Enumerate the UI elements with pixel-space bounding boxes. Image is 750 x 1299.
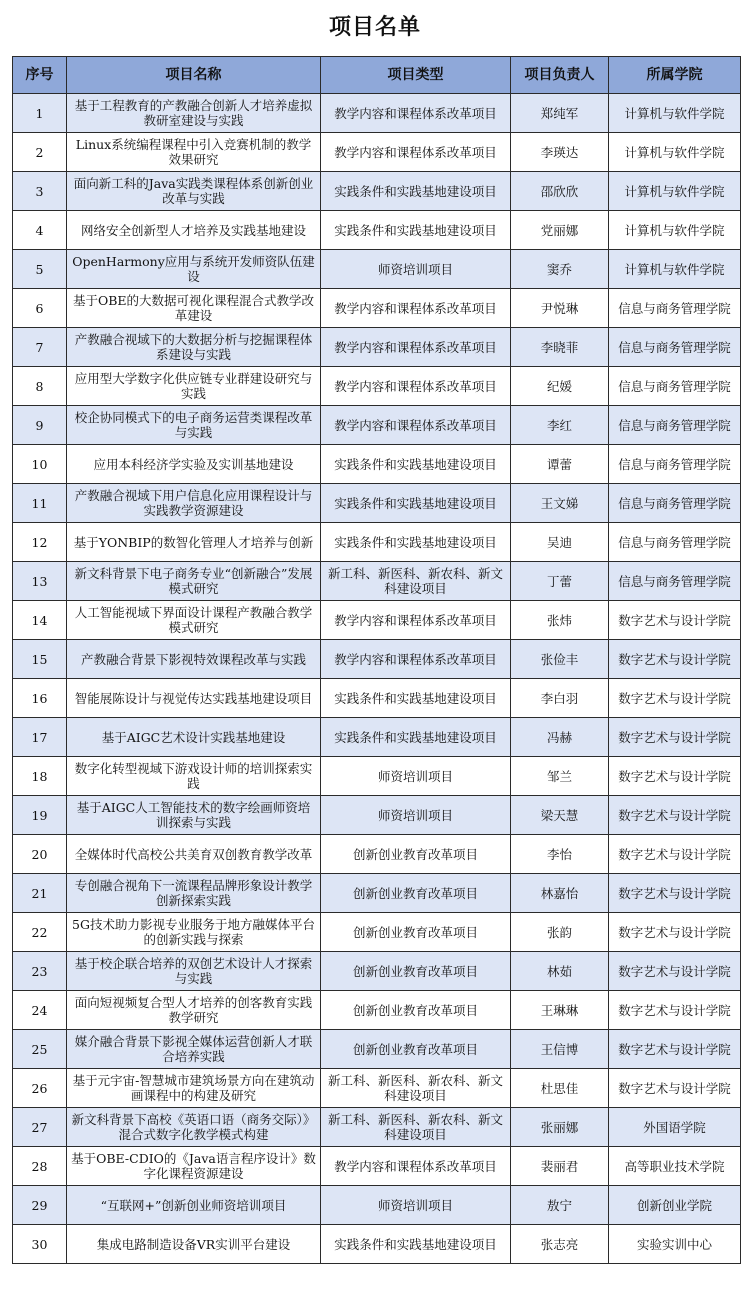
cell-no: 3 bbox=[13, 172, 67, 211]
cell-no: 9 bbox=[13, 406, 67, 445]
table-row bbox=[13, 1186, 741, 1225]
cell-project-type: 创新创业教育改革项目 bbox=[321, 991, 511, 1030]
cell-college: 高等职业技术学院 bbox=[609, 1147, 741, 1186]
cell-project-lead: 杜思佳 bbox=[511, 1069, 609, 1108]
cell-project-type: 实践条件和实践基地建设项目 bbox=[321, 1225, 511, 1264]
table-row bbox=[13, 484, 741, 523]
cell-project-name: 基于AIGC艺术设计实践基地建设 bbox=[67, 718, 321, 757]
cell-no: 15 bbox=[13, 640, 67, 679]
cell-project-type: 教学内容和课程体系改革项目 bbox=[321, 94, 511, 133]
table-row bbox=[13, 211, 741, 250]
cell-college: 实验实训中心 bbox=[609, 1225, 741, 1264]
cell-project-name: Linux系统编程课程中引入竞赛机制的教学效果研究 bbox=[67, 133, 321, 172]
table-row bbox=[13, 757, 741, 796]
cell-project-type: 教学内容和课程体系改革项目 bbox=[321, 367, 511, 406]
cell-project-name: 基于工程教育的产教融合创新人才培养虚拟教研室建设与实践 bbox=[67, 94, 321, 133]
cell-college: 信息与商务管理学院 bbox=[609, 328, 741, 367]
table-row bbox=[13, 640, 741, 679]
table-row bbox=[13, 289, 741, 328]
cell-project-type: 创新创业教育改革项目 bbox=[321, 1030, 511, 1069]
cell-project-type: 新工科、新医科、新农科、新文科建设项目 bbox=[321, 1069, 511, 1108]
cell-no: 29 bbox=[13, 1186, 67, 1225]
cell-project-lead: 窦乔 bbox=[511, 250, 609, 289]
cell-project-name: 基于OBE-CDIO的《Java语言程序设计》数字化课程资源建设 bbox=[67, 1147, 321, 1186]
cell-project-lead: 冯赫 bbox=[511, 718, 609, 757]
header-lead: 项目负责人 bbox=[511, 57, 609, 94]
cell-project-type: 师资培训项目 bbox=[321, 1186, 511, 1225]
cell-project-type: 师资培训项目 bbox=[321, 250, 511, 289]
cell-project-type: 实践条件和实践基地建设项目 bbox=[321, 679, 511, 718]
cell-project-name: 媒介融合背景下影视全媒体运营创新人才联合培养实践 bbox=[67, 1030, 321, 1069]
cell-project-name: 基于OBE的大数据可视化课程混合式教学改革建设 bbox=[67, 289, 321, 328]
cell-project-type: 实践条件和实践基地建设项目 bbox=[321, 523, 511, 562]
cell-college: 数字艺术与设计学院 bbox=[609, 757, 741, 796]
cell-college: 数字艺术与设计学院 bbox=[609, 952, 741, 991]
table-row bbox=[13, 1030, 741, 1069]
cell-project-lead: 邵欣欣 bbox=[511, 172, 609, 211]
cell-college: 数字艺术与设计学院 bbox=[609, 991, 741, 1030]
cell-college: 数字艺术与设计学院 bbox=[609, 913, 741, 952]
cell-project-type: 创新创业教育改革项目 bbox=[321, 952, 511, 991]
cell-college: 数字艺术与设计学院 bbox=[609, 796, 741, 835]
cell-project-type: 实践条件和实践基地建设项目 bbox=[321, 484, 511, 523]
cell-project-type: 新工科、新医科、新农科、新文科建设项目 bbox=[321, 562, 511, 601]
table-row bbox=[13, 718, 741, 757]
cell-college: 信息与商务管理学院 bbox=[609, 562, 741, 601]
table-body bbox=[13, 94, 741, 1264]
cell-project-lead: 李红 bbox=[511, 406, 609, 445]
cell-no: 19 bbox=[13, 796, 67, 835]
cell-project-lead: 纪媛 bbox=[511, 367, 609, 406]
cell-no: 16 bbox=[13, 679, 67, 718]
cell-project-type: 创新创业教育改革项目 bbox=[321, 835, 511, 874]
cell-college: 信息与商务管理学院 bbox=[609, 523, 741, 562]
table-row bbox=[13, 133, 741, 172]
cell-project-lead: 郑纯军 bbox=[511, 94, 609, 133]
cell-project-name: 基于校企联合培养的双创艺术设计人才探索与实践 bbox=[67, 952, 321, 991]
cell-project-name: 面向新工科的Java实践类课程体系创新创业改革与实践 bbox=[67, 172, 321, 211]
table-row bbox=[13, 913, 741, 952]
cell-no: 14 bbox=[13, 601, 67, 640]
cell-no: 8 bbox=[13, 367, 67, 406]
cell-college: 计算机与软件学院 bbox=[609, 211, 741, 250]
cell-project-lead: 吴迪 bbox=[511, 523, 609, 562]
page-title: 项目名单 bbox=[328, 15, 421, 40]
cell-no: 20 bbox=[13, 835, 67, 874]
cell-college: 信息与商务管理学院 bbox=[609, 367, 741, 406]
cell-project-lead: 谭蕾 bbox=[511, 445, 609, 484]
cell-project-lead: 李白羽 bbox=[511, 679, 609, 718]
cell-project-lead: 张炜 bbox=[511, 601, 609, 640]
cell-project-name: 智能展陈设计与视觉传达实践基地建设项目 bbox=[67, 679, 321, 718]
cell-college: 数字艺术与设计学院 bbox=[609, 601, 741, 640]
cell-no: 26 bbox=[13, 1069, 67, 1108]
cell-college: 信息与商务管理学院 bbox=[609, 445, 741, 484]
cell-college: 计算机与软件学院 bbox=[609, 133, 741, 172]
cell-project-lead: 丁蕾 bbox=[511, 562, 609, 601]
cell-college: 外国语学院 bbox=[609, 1108, 741, 1147]
cell-project-lead: 王琳琳 bbox=[511, 991, 609, 1030]
cell-no: 7 bbox=[13, 328, 67, 367]
table-row bbox=[13, 874, 741, 913]
table-row bbox=[13, 835, 741, 874]
cell-college: 创新创业学院 bbox=[609, 1186, 741, 1225]
cell-project-name: 网络安全创新型人才培养及实践基地建设 bbox=[67, 211, 321, 250]
cell-no: 24 bbox=[13, 991, 67, 1030]
cell-no: 27 bbox=[13, 1108, 67, 1147]
header-type: 项目类型 bbox=[321, 57, 511, 94]
project-table bbox=[12, 56, 741, 1264]
cell-college: 计算机与软件学院 bbox=[609, 94, 741, 133]
cell-project-lead: 李晓菲 bbox=[511, 328, 609, 367]
cell-college: 数字艺术与设计学院 bbox=[609, 679, 741, 718]
cell-project-lead: 李瑛达 bbox=[511, 133, 609, 172]
cell-project-name: 全媒体时代高校公共美育双创教育教学改革 bbox=[67, 835, 321, 874]
cell-college: 数字艺术与设计学院 bbox=[609, 640, 741, 679]
table-row bbox=[13, 601, 741, 640]
cell-no: 11 bbox=[13, 484, 67, 523]
table-row bbox=[13, 991, 741, 1030]
cell-college: 数字艺术与设计学院 bbox=[609, 835, 741, 874]
table-row bbox=[13, 94, 741, 133]
cell-project-name: 基于YONBIP的数智化管理人才培养与创新 bbox=[67, 523, 321, 562]
cell-project-lead: 张俭丰 bbox=[511, 640, 609, 679]
table-row bbox=[13, 445, 741, 484]
cell-project-lead: 邹兰 bbox=[511, 757, 609, 796]
cell-project-name: 5G技术助力影视专业服务于地方融媒体平台的创新实践与探索 bbox=[67, 913, 321, 952]
cell-project-name: “互联网+”创新创业师资培训项目 bbox=[67, 1186, 321, 1225]
table-row bbox=[13, 1069, 741, 1108]
cell-project-name: 产教融合视域下用户信息化应用课程设计与实践教学资源建设 bbox=[67, 484, 321, 523]
header-college: 所属学院 bbox=[609, 57, 741, 94]
cell-project-name: 校企协同模式下的电子商务运营类课程改革与实践 bbox=[67, 406, 321, 445]
table-row bbox=[13, 1147, 741, 1186]
cell-no: 18 bbox=[13, 757, 67, 796]
cell-project-lead: 张丽娜 bbox=[511, 1108, 609, 1147]
cell-project-name: 数字化转型视域下游戏设计师的培训探索实践 bbox=[67, 757, 321, 796]
table-row bbox=[13, 679, 741, 718]
table-row bbox=[13, 367, 741, 406]
cell-project-name: 面向短视频复合型人才培养的创客教育实践教学研究 bbox=[67, 991, 321, 1030]
cell-project-lead: 张韵 bbox=[511, 913, 609, 952]
cell-no: 23 bbox=[13, 952, 67, 991]
cell-no: 4 bbox=[13, 211, 67, 250]
cell-no: 6 bbox=[13, 289, 67, 328]
table-row bbox=[13, 1108, 741, 1147]
cell-project-lead: 梁天慧 bbox=[511, 796, 609, 835]
cell-college: 数字艺术与设计学院 bbox=[609, 1030, 741, 1069]
cell-project-name: 基于元宇宙-智慧城市建筑场景方向在建筑动画课程中的构建及研究 bbox=[67, 1069, 321, 1108]
cell-project-lead: 党丽娜 bbox=[511, 211, 609, 250]
cell-project-name: OpenHarmony应用与系统开发师资队伍建设 bbox=[67, 250, 321, 289]
cell-project-lead: 王文娣 bbox=[511, 484, 609, 523]
cell-college: 数字艺术与设计学院 bbox=[609, 874, 741, 913]
cell-project-type: 教学内容和课程体系改革项目 bbox=[321, 601, 511, 640]
cell-project-type: 教学内容和课程体系改革项目 bbox=[321, 406, 511, 445]
cell-no: 13 bbox=[13, 562, 67, 601]
cell-no: 30 bbox=[13, 1225, 67, 1264]
cell-no: 21 bbox=[13, 874, 67, 913]
cell-project-lead: 裴丽君 bbox=[511, 1147, 609, 1186]
cell-college: 数字艺术与设计学院 bbox=[609, 718, 741, 757]
table-row bbox=[13, 796, 741, 835]
table-row bbox=[13, 523, 741, 562]
cell-project-name: 产教融合背景下影视特效课程改革与实践 bbox=[67, 640, 321, 679]
cell-no: 28 bbox=[13, 1147, 67, 1186]
cell-project-type: 师资培训项目 bbox=[321, 796, 511, 835]
cell-project-type: 教学内容和课程体系改革项目 bbox=[321, 1147, 511, 1186]
cell-project-type: 创新创业教育改革项目 bbox=[321, 913, 511, 952]
cell-project-name: 应用型大学数字化供应链专业群建设研究与实践 bbox=[67, 367, 321, 406]
cell-project-name: 新文科背景下电子商务专业“创新融合”发展模式研究 bbox=[67, 562, 321, 601]
cell-college: 信息与商务管理学院 bbox=[609, 289, 741, 328]
cell-project-name: 新文科背景下高校《英语口语（商务交际）》混合式数字化教学模式构建 bbox=[67, 1108, 321, 1147]
table-row bbox=[13, 328, 741, 367]
cell-project-type: 实践条件和实践基地建设项目 bbox=[321, 211, 511, 250]
cell-project-type: 教学内容和课程体系改革项目 bbox=[321, 133, 511, 172]
cell-project-lead: 林嘉怡 bbox=[511, 874, 609, 913]
cell-project-type: 实践条件和实践基地建设项目 bbox=[321, 445, 511, 484]
cell-project-lead: 王信博 bbox=[511, 1030, 609, 1069]
cell-project-lead: 李怡 bbox=[511, 835, 609, 874]
table-header-row bbox=[13, 57, 741, 94]
cell-project-name: 专创融合视角下一流课程品牌形象设计教学创新探索实践 bbox=[67, 874, 321, 913]
cell-project-type: 教学内容和课程体系改革项目 bbox=[321, 640, 511, 679]
cell-project-name: 集成电路制造设备VR实训平台建设 bbox=[67, 1225, 321, 1264]
cell-no: 2 bbox=[13, 133, 67, 172]
cell-project-name: 应用本科经济学实验及实训基地建设 bbox=[67, 445, 321, 484]
header-no: 序号 bbox=[13, 57, 67, 94]
cell-college: 计算机与软件学院 bbox=[609, 250, 741, 289]
cell-project-lead: 敖宁 bbox=[511, 1186, 609, 1225]
cell-no: 17 bbox=[13, 718, 67, 757]
cell-project-type: 教学内容和课程体系改革项目 bbox=[321, 289, 511, 328]
cell-project-type: 创新创业教育改革项目 bbox=[321, 874, 511, 913]
table-row bbox=[13, 250, 741, 289]
cell-college: 计算机与软件学院 bbox=[609, 172, 741, 211]
cell-project-lead: 尹悦琳 bbox=[511, 289, 609, 328]
cell-college: 信息与商务管理学院 bbox=[609, 406, 741, 445]
cell-project-type: 教学内容和课程体系改革项目 bbox=[321, 328, 511, 367]
cell-no: 25 bbox=[13, 1030, 67, 1069]
cell-no: 22 bbox=[13, 913, 67, 952]
cell-project-lead: 林茹 bbox=[511, 952, 609, 991]
cell-project-name: 产教融合视域下的大数据分析与挖掘课程体系建设与实践 bbox=[67, 328, 321, 367]
cell-project-type: 实践条件和实践基地建设项目 bbox=[321, 172, 511, 211]
cell-no: 1 bbox=[13, 94, 67, 133]
cell-no: 10 bbox=[13, 445, 67, 484]
cell-project-type: 实践条件和实践基地建设项目 bbox=[321, 718, 511, 757]
cell-college: 信息与商务管理学院 bbox=[609, 484, 741, 523]
cell-college: 数字艺术与设计学院 bbox=[609, 1069, 741, 1108]
header-name: 项目名称 bbox=[67, 57, 321, 94]
cell-project-name: 基于AIGC人工智能技术的数字绘画师资培训探索与实践 bbox=[67, 796, 321, 835]
table-row bbox=[13, 1225, 741, 1264]
table-row bbox=[13, 952, 741, 991]
table-row bbox=[13, 562, 741, 601]
table-row bbox=[13, 406, 741, 445]
cell-project-type: 师资培训项目 bbox=[321, 757, 511, 796]
cell-no: 12 bbox=[13, 523, 67, 562]
table-row bbox=[13, 172, 741, 211]
cell-project-lead: 张志亮 bbox=[511, 1225, 609, 1264]
cell-project-name: 人工智能视域下界面设计课程产教融合教学模式研究 bbox=[67, 601, 321, 640]
cell-project-type: 新工科、新医科、新农科、新文科建设项目 bbox=[321, 1108, 511, 1147]
cell-no: 5 bbox=[13, 250, 67, 289]
